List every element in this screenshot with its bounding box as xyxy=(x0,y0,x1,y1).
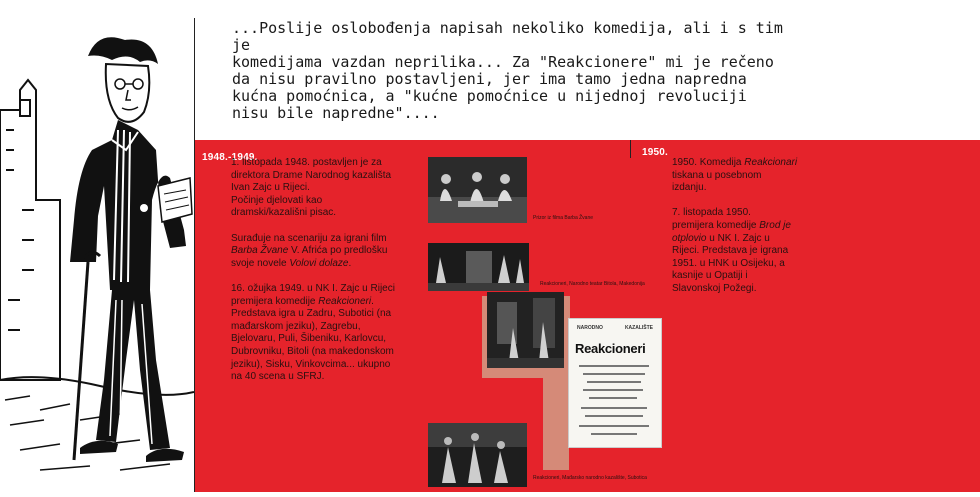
caricature-illustration xyxy=(0,0,194,492)
brod-text-b: u NK I. Zajc u Rijeci. Predstava je igrana 1951. u HNK u Osijeku, a kasnije u Opatiji i Slavonskoj Požegi. xyxy=(672,232,789,294)
subotica-stage-photo xyxy=(428,423,527,487)
premiere-text-b: . Predstava igra u Zadru, Subotici (na mađarskom jeziku), Zagrebu, Bjelovaru, Puli, Šibeniku, Karlovcu, Dubrovniku, Bitoli (na makedonskom jeziku), Sisku, Vinkovcima... ukupno na 40 scena u SFRJ. xyxy=(231,295,394,383)
edition-text-b: tiskana u posebnom izdanju. xyxy=(672,169,762,194)
premiere-text-a: 16. ožujka 1949. u NK I. Zajc u Rijeci premijera komedije xyxy=(231,282,395,307)
caption-subotica: Reakcioneri, Mađarsko narodno kazalište, Subotica xyxy=(533,475,647,481)
caption-bitola: Reakcioneri, Narodno teatar Bitola, Makedonija xyxy=(540,281,645,287)
timeline-text-1948 xyxy=(231,157,416,396)
accent-strip xyxy=(543,360,569,470)
entry-film-script xyxy=(231,233,416,271)
edition-text-a: 1950. Komedija xyxy=(672,157,745,168)
poster-header-right: KAZALIŠTE xyxy=(624,325,653,331)
poster-header-left: NARODNO xyxy=(577,325,603,331)
entry-premiere-reakcioneri xyxy=(231,283,416,384)
reakcioneri-poster xyxy=(568,318,662,448)
stage-scene-photo xyxy=(487,292,564,368)
film-text-c: . xyxy=(348,257,352,269)
film-text-b: V. Afrića po predlošku svoje novele xyxy=(231,245,388,269)
poster-title: Reakcioneri xyxy=(575,341,646,356)
column-divider xyxy=(630,140,631,158)
film-text-a: Surađuje na scenariju za igrani film xyxy=(231,232,387,244)
film-still-photo xyxy=(428,157,527,223)
play-title-reakcioneri: Reakcioneri xyxy=(318,295,372,307)
brod-text-a: 7. listopada 1950. premijera komedije xyxy=(672,207,757,231)
entry-drama-director: 1. listopada 1948. postavljen je za direktora Drame Narodnog kazališta Ivan Zajc u Rijeci. Počinje djelovati kao dramski/kazališni pisac. xyxy=(231,157,392,219)
year-heading-1950: 1950. xyxy=(642,147,669,158)
play-title-reakcionari: Reakcionari xyxy=(744,157,798,168)
timeline-text-1950 xyxy=(672,157,812,308)
play-title-brod: Brod je otplovio xyxy=(672,219,791,244)
poster-header xyxy=(577,325,653,331)
entry-brod-premiere xyxy=(672,207,812,295)
novel-title: Volovi dolaze xyxy=(289,257,349,269)
year-heading-1948: 1948.-1949. xyxy=(202,152,258,163)
film-title: Barba Žvane xyxy=(231,245,289,257)
caption-film-still: Prizor iz filma Barba Žvane xyxy=(533,215,594,221)
entry-edition xyxy=(672,157,812,195)
bitola-stage-photo xyxy=(428,243,529,291)
author-quote: ...Poslije oslobođenja napisah nekoliko komedija, ali i s tim je komedijama vazdan neprilika... Za "Reakcionere" mi je rečeno da nisu pravilno postavljeni, jer ima tamo jedna napredna kućna pomoćnica, a "kućne pomoćnice u nijednoj revoluciji nisu bile napredne".... xyxy=(232,19,783,122)
